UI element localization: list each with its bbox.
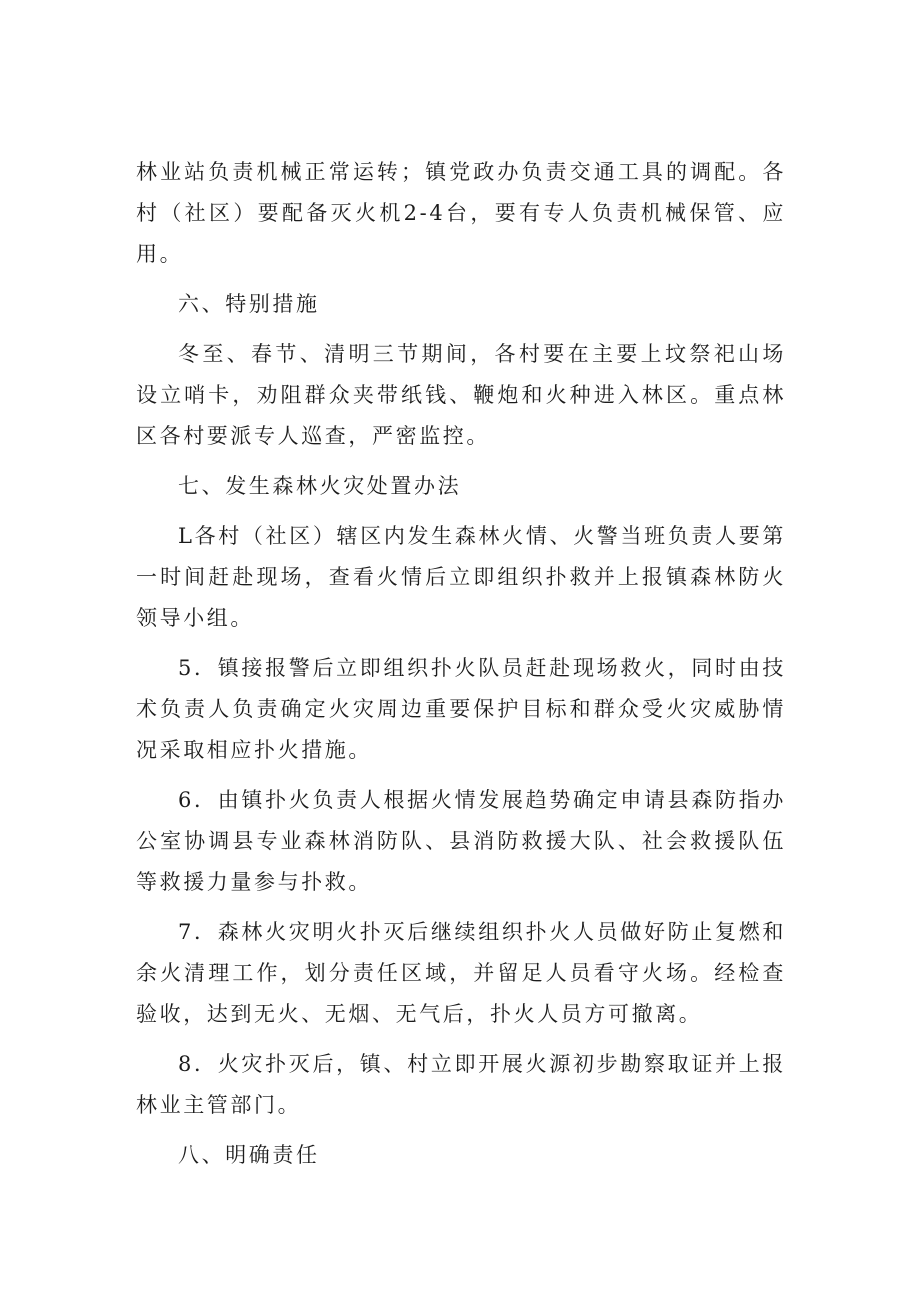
document-body bbox=[136, 152, 786, 1185]
paragraph-step-5-dispatch: 5．镇接报警后立即组织扑火队员赶赴现场救火，同时由技术负责人负责确定火灾周边重要保护目标和群众受火灾威胁情况采取相应扑火措施。 bbox=[136, 656, 786, 762]
section-heading-special-measures: 六、特别措施 bbox=[178, 292, 320, 316]
paragraph-festival-checkpoints: 冬至、春节、清明三节期间，各村要在主要上坟祭祀山场设立哨卡，劝阻群众夹带纸钱、鞭炮和火种进入林区。重点林区各村要派专人巡查，严密监控。 bbox=[136, 342, 786, 448]
paragraph-step-1-report: L各村（社区）辖区内发生森林火情、火警当班负责人要第一时间赶赴现场，查看火情后立即组织扑救并上报镇森林防火领导小组。 bbox=[136, 524, 786, 630]
paragraph-step-8-investigation: 8．火灾扑灭后，镇、村立即开展火源初步勘察取证并上报林业主管部门。 bbox=[136, 1052, 786, 1117]
paragraph-step-7-cleanup: 7．森林火灾明火扑灭后继续组织扑火人员做好防止复燃和余火清理工作，划分责任区域，并留足人员看守火场。经检查验收，达到无火、无烟、无气后，扑火人员方可撤离。 bbox=[136, 920, 786, 1026]
paragraph-step-6-request-support: 6．由镇扑火负责人根据火情发展趋势确定申请县森防指办公室协调县专业森林消防队、县消防救援大队、社会救援队伍等救援力量参与扑救。 bbox=[136, 788, 786, 894]
section-heading-fire-response: 七、发生森林火灾处置办法 bbox=[178, 474, 462, 498]
paragraph-equipment-responsibility: 林业站负责机械正常运转；镇党政办负责交通工具的调配。各村（社区）要配备灭火机2-4台，要有专人负责机械保管、应用。 bbox=[136, 160, 786, 266]
section-heading-responsibility: 八、明确责任 bbox=[178, 1143, 320, 1167]
